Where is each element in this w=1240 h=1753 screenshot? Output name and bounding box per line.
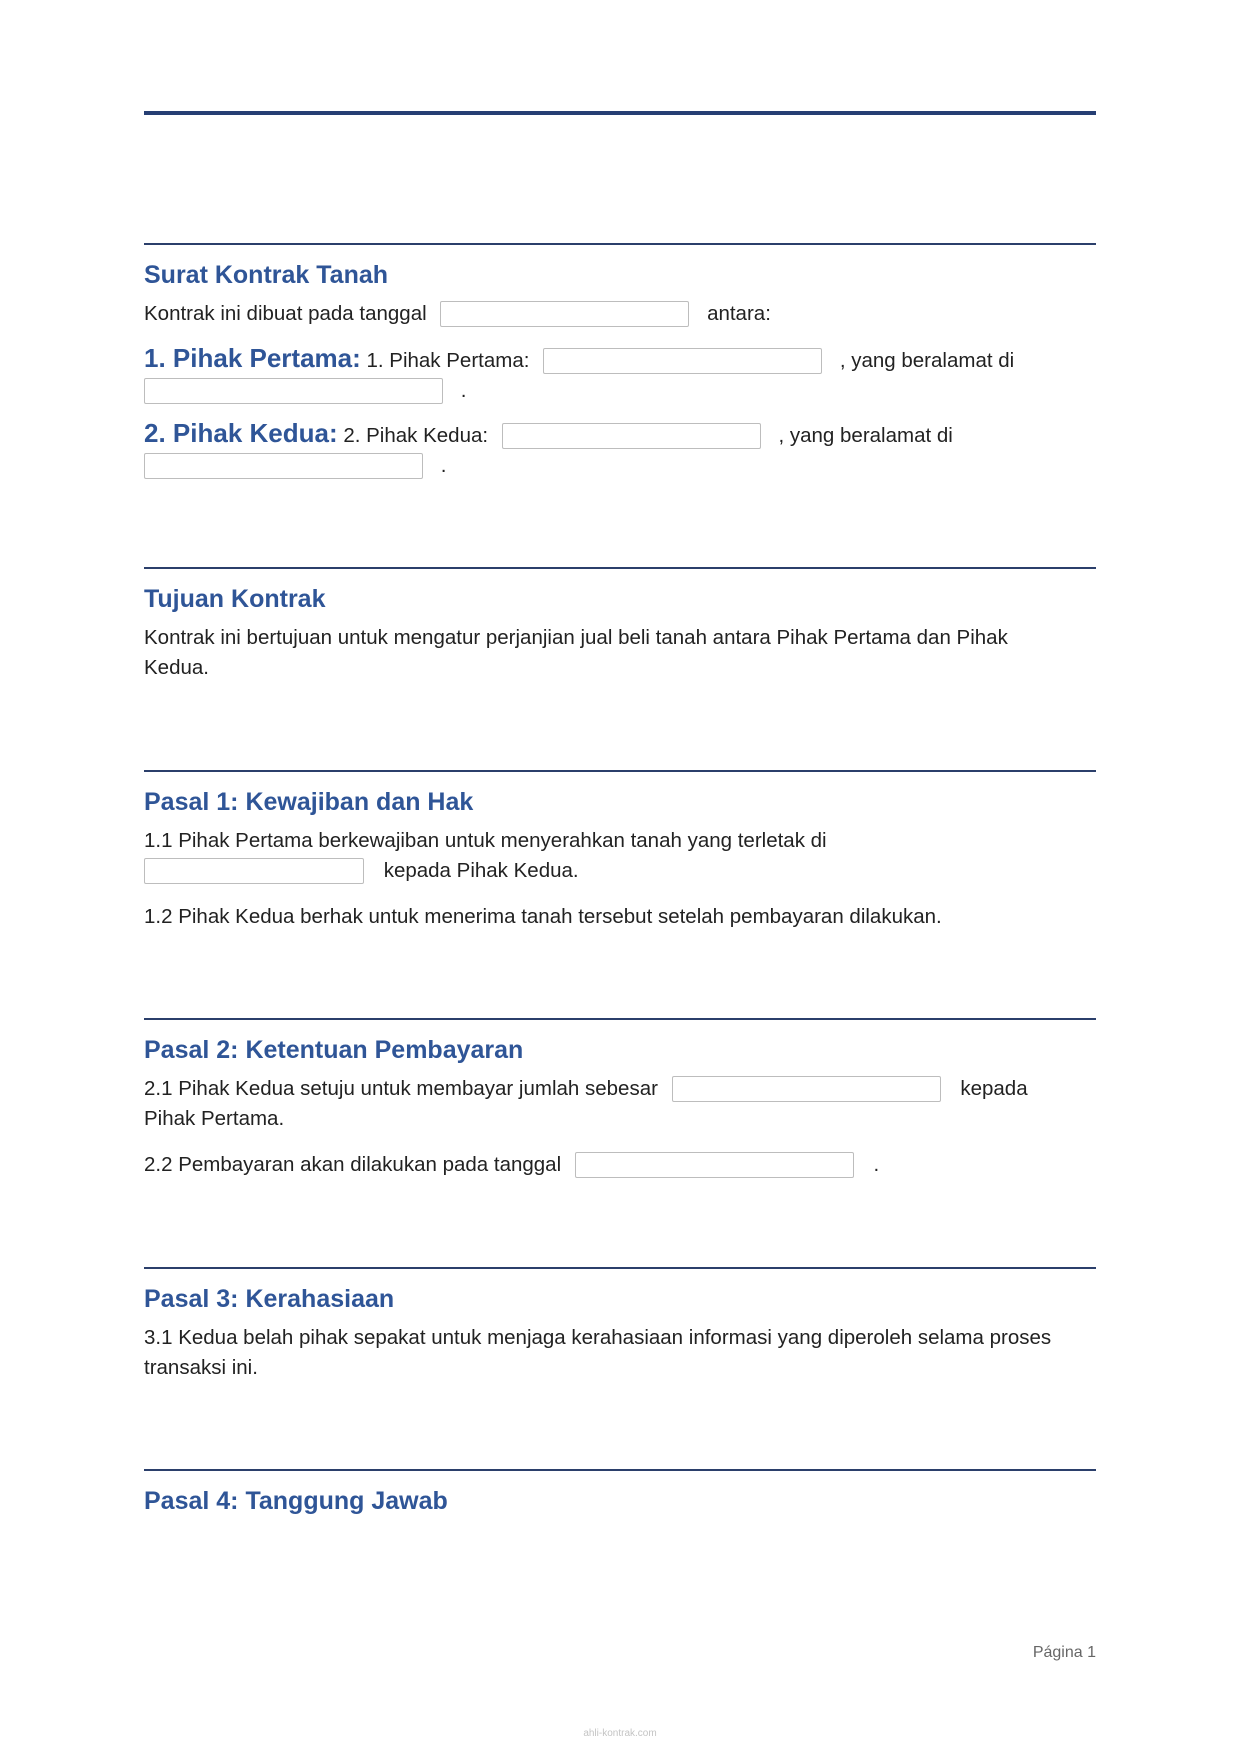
party1-name-input[interactable] (543, 348, 822, 374)
section-divider (144, 770, 1096, 772)
purpose-paragraph: Kontrak ini bertujuan untuk mengatur perjanjian jual beli tanah antara Pihak Pertama dan Pihak Kedua. (144, 626, 1008, 679)
section-divider (144, 1267, 1096, 1269)
section-divider (144, 1018, 1096, 1020)
section-tujuan (144, 567, 1096, 683)
section-title: Pasal 4: Tanggung Jawab (144, 1487, 448, 1515)
section-title: Surat Kontrak Tanah (144, 261, 389, 289)
page-number: Página 1 (1032, 1644, 1096, 1661)
footer-watermark: ahli-kontrak.com (583, 1728, 657, 1739)
section-title: Tujuan Kontrak (144, 585, 326, 613)
section-pasal-4 (144, 1469, 1096, 1517)
land-location-input[interactable] (144, 858, 364, 884)
section-divider (144, 567, 1096, 569)
party2-name-input[interactable] (502, 423, 761, 449)
section-divider (144, 1469, 1096, 1471)
section-title: Pasal 1: Kewajiban dan Hak (144, 788, 474, 816)
section-title: Pasal 3: Kerahasiaan (144, 1285, 395, 1313)
party2-block: 2. Pihak Kedua: 2. Pihak Kedua: , yang beralamat di . (144, 418, 953, 477)
header-rule (144, 111, 1096, 115)
section-pasal-2 (144, 1018, 1096, 1180)
party2-label: 2. Pihak Kedua: (144, 418, 338, 448)
section-title: Pasal 2: Ketentuan Pembayaran (144, 1036, 524, 1064)
section-pasal-3 (144, 1267, 1096, 1383)
party1-block: 1. Pihak Pertama: 1. Pihak Pertama: , yang beralamat di . (144, 343, 1015, 402)
payment-date-input[interactable] (575, 1152, 854, 1178)
payment-amount-input[interactable] (672, 1076, 941, 1102)
party1-address-input[interactable] (144, 378, 443, 404)
clause-3-1: 3.1 Kedua belah pihak sepakat untuk menjaga kerahasiaan informasi yang diperoleh selama proses transaksi ini. (144, 1326, 1052, 1379)
clause-1-2: 1.2 Pihak Kedua berhak untuk menerima tanah tersebut setelah pembayaran dilakukan. (144, 905, 942, 928)
contract-date-input[interactable] (440, 301, 689, 327)
section-divider (144, 243, 1096, 245)
clause-1-1: 1.1 Pihak Pertama berkewajiban untuk menyerahkan tanah yang terletak di kepada Pihak Kedua. (144, 829, 827, 882)
section-surat-kontrak (144, 243, 1096, 481)
party1-label: 1. Pihak Pertama: (144, 343, 361, 373)
clause-2-2: 2.2 Pembayaran akan dilakukan pada tanggal . (144, 1153, 880, 1176)
intro-paragraph: Kontrak ini dibuat pada tanggal antara: (144, 302, 771, 325)
party2-address-input[interactable] (144, 453, 423, 479)
section-pasal-1 (144, 770, 1096, 932)
clause-2-1: 2.1 Pihak Kedua setuju untuk membayar jumlah sebesar kepada Pihak Pertama. (144, 1077, 1028, 1130)
